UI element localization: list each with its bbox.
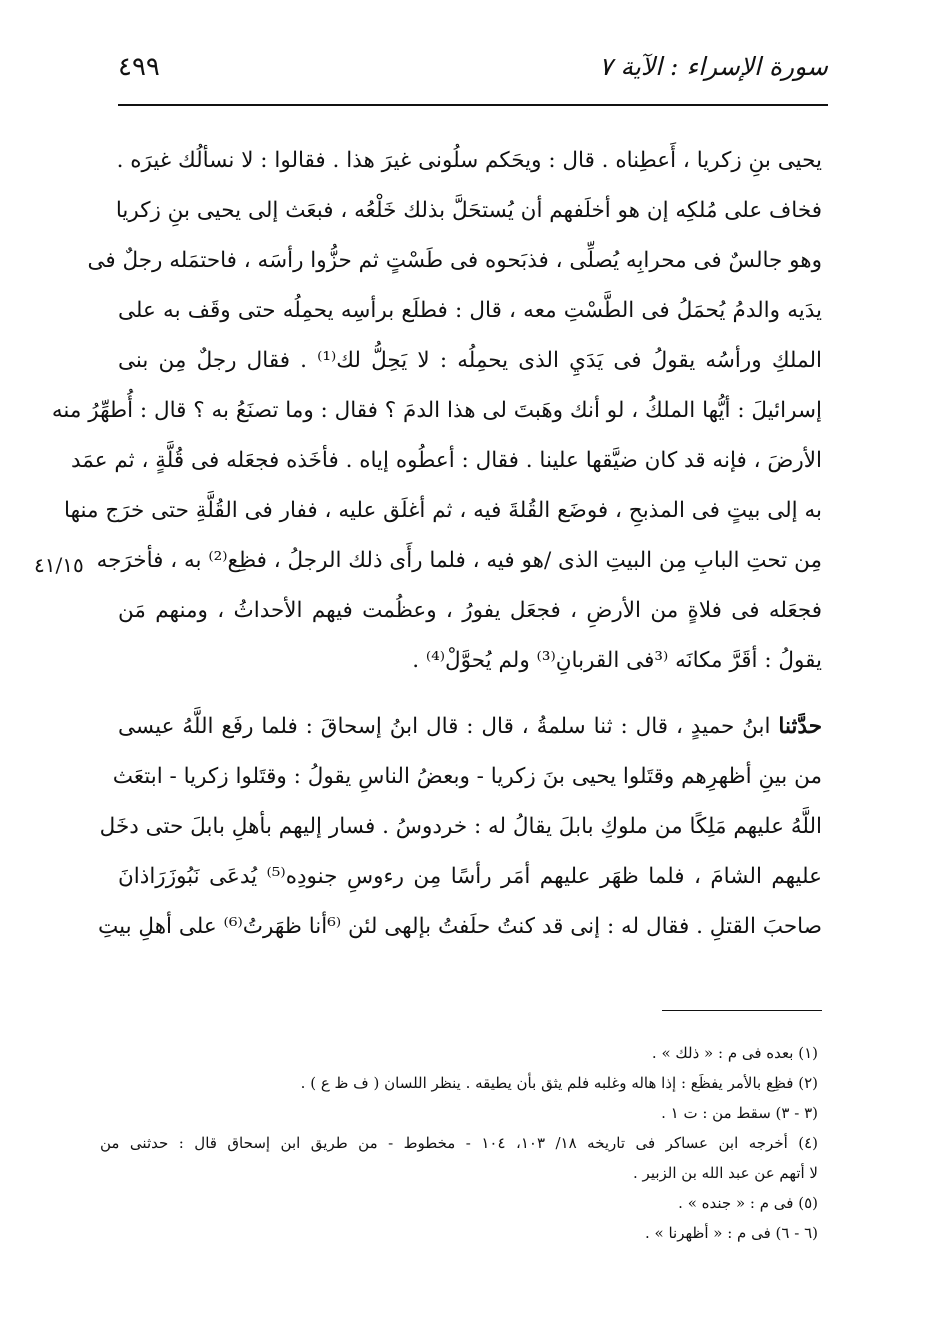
text-line: يحيى بنِ زكريا ، أَعطِناه . قال : ويحَكم سلُونى غيرَ هذا . فقالوا : لا نسألُك غيرَه . [116,148,822,173]
footnote: (٣ - ٣) سقط من : ت ١ . [661,1104,818,1122]
page-header [118,52,828,98]
footnote: (١) بعده فى م : « ذلك » . [651,1044,818,1062]
text-line: وهو جالسٌ فى محرابِه يُصلِّى ، فذبَحوه فى طَسْتٍ ثم حزُّوا رأسَه ، فاحتمَله رجلٌ فى [87,248,822,273]
footnote: (٥) فى م : « جنده » . [678,1194,818,1212]
text-line: الملكِ ورأسُه يقولُ فى يَدَيِ الذى يحمِلُه : لا يَحِلُّ لك⁽¹⁾ . فقال رجلٌ مِن بنى [118,348,823,373]
footnotes [100,1038,818,1248]
hadith-lead-word: حدَّثنا [778,714,822,739]
paragraph-gap [118,686,822,702]
margin-reference: ٤١/١٥ [34,553,84,577]
text-line: مِن تحتِ البابِ مِن البيتِ الذى /هو فيه ، فلما رأَى ذلك الرجلُ ، فظِع⁽²⁾ به ، فأخرَجه [96,548,822,573]
text-line: فجعَله فى فلاةٍ من الأرضِ ، فجعَل يفورُ ، وعظُمت فيهم الأحداثُ ، ومنهم مَن [118,598,822,623]
text-line-rest: ابنُ حميدٍ ، قال : ثنا سلمةُ ، قال : قال ابنُ إسحاقَ : فلما رفَع اللَّهُ عيسى [118,714,779,739]
text-line: اللَّهُ عليهم مَلِكًا من ملوكِ بابلَ يقالُ له : خردوسُ . فسار إليهم بأهلِ بابلَ حتى دخَل [99,814,822,839]
text-line: إسرائيلَ : أيُّها الملكُ ، لو أنك وهَبتَ لى هذا الدمَ ؟ فقال : وما تصنَعُ به ؟ قال : أُطهِّرُ منه [51,398,822,423]
text-line: الأرضَ ، فإنه قد كان ضيَّقها علينا . فقال : أعطُوه إياه . فأخَذه فجعَله فى قُلَّةٍ ، ثم عمَد [71,448,822,473]
footnote: (٢) فظِع بالأمر يفظَع : إذا هاله وغلبه فلم يثق بأن يطيقه . ينظر اللسان ( ف ظ ع ) . [300,1074,818,1092]
footnote-continuation: لا أتهم عن عبد الله بن الزبير . [633,1164,818,1182]
text-line: صاحبَ القتلِ . فقال له : إنى قد كنتُ حلَفتُ بإلهى لئن ⁽⁶أنا ظهَرتُ⁽⁶⁾ على أهلِ بيتِ [98,914,822,939]
text-line: عليهم الشامَ ، فلما ظهَر عليهم أمَر رأسًا مِن رءوسِ جنودِه⁽⁵⁾ يُدعَى نَبُوزَرَاذانَ [118,864,822,889]
text-line: من بينِ أظهرِهم وقتَلوا يحيى بنَ زكريا - وبعضُ الناسِ يقولُ : وقتَلوا زكريا - ابتعَث [112,764,822,789]
footnote-rule [662,1010,822,1011]
footnote: (٦ - ٦) فى م : « أظهرنا » . [645,1224,818,1242]
text-line [118,702,822,752]
page-number: ٤٩٩ [118,52,160,82]
text-line: فخاف على مُلكِه إن هو أخلَفهم أن يُستحَلَّ بذلك خَلْعُه ، فبعَث إلى يحيى بنِ زكريا [115,198,822,223]
footnote: (٤) أخرجه ابن عساكر فى تاريخه ١٨/ ١٠٣، ١٠٤ - مخطوط - من طريق ابن إسحاق قال : حدثنى من [100,1134,819,1152]
text-line: يقولُ : أقَرَّ مكانَه ⁽³فى القربانِ⁽³⁾ ولم يُحوَّلْ⁽⁴⁾ . [412,648,822,673]
text-line: يدَيه والدمُ يُحمَلُ فى الطَّسْتِ معه ، قال : فطلَع برأسِه يحمِلُه حتى وقَف به على [118,298,822,323]
text-line: به إلى بيتٍ فى المذبحِ ، فوضَع القُلةَ فيه ، ثم أغلَق عليه ، ففار فى القُلَّةِ حتى خرَج منها [64,498,822,523]
header-rule [118,104,828,106]
running-title: سورة الإسراء : الآية ٧ [599,52,828,81]
